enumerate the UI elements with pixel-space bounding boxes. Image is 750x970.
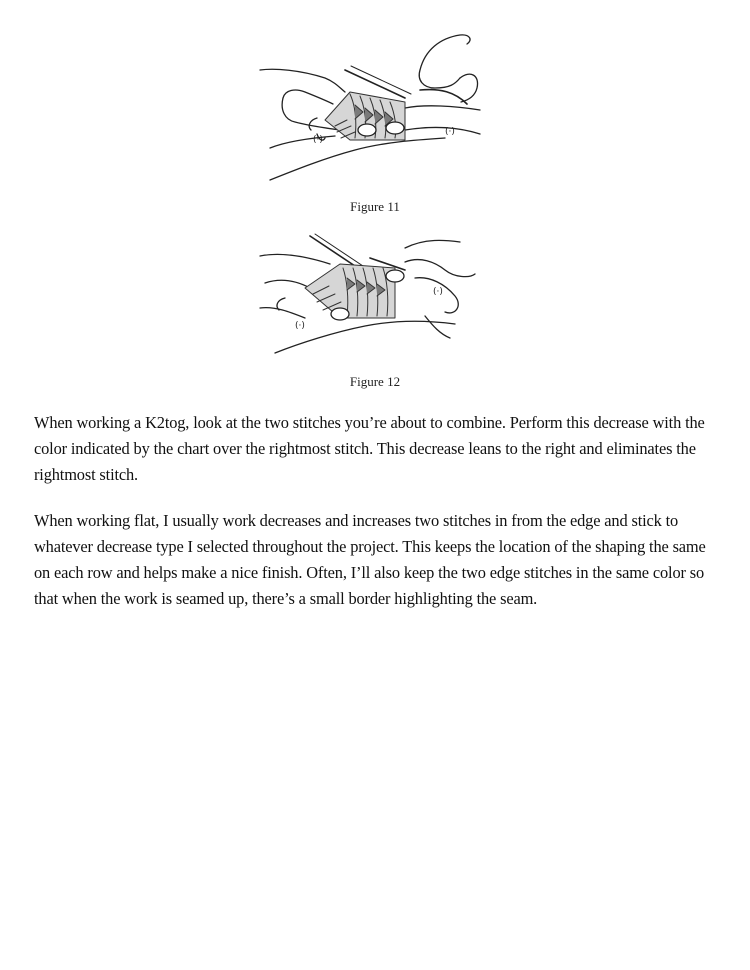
paragraph-working-flat: When working flat, I usually work decreases and increases two stitches in from the edge and stick to whatever decrease type I selected throughout the project. This keeps the location of the shaping the same on each row and helps make a nice finish. Often, I’ll also keep the two edge stitches in the same color so that when the work is seamed up, there’s a small border highlighting the seam. bbox=[34, 511, 706, 608]
figure-12 bbox=[0, 228, 750, 358]
figure-11-caption: Figure 11 bbox=[350, 199, 400, 214]
svg-text:(·): (·) bbox=[295, 321, 305, 331]
svg-text:(·): (·) bbox=[433, 287, 443, 297]
svg-text:(·): (·) bbox=[313, 135, 323, 145]
hands-knitting-k2tog-icon bbox=[255, 30, 495, 185]
paragraph-k2tog: When working a K2tog, look at the two stitches you’re about to combine. Perform this decrease with the color indicated by the chart over the rightmost stitch. This decrease leans to the right and eliminates the rightmost stitch. bbox=[34, 413, 705, 484]
hands-knitting-decrease-icon bbox=[255, 228, 495, 358]
figure-12-caption: Figure 12 bbox=[349, 374, 401, 389]
svg-text:(·): (·) bbox=[445, 127, 455, 137]
figure-11 bbox=[0, 30, 750, 185]
